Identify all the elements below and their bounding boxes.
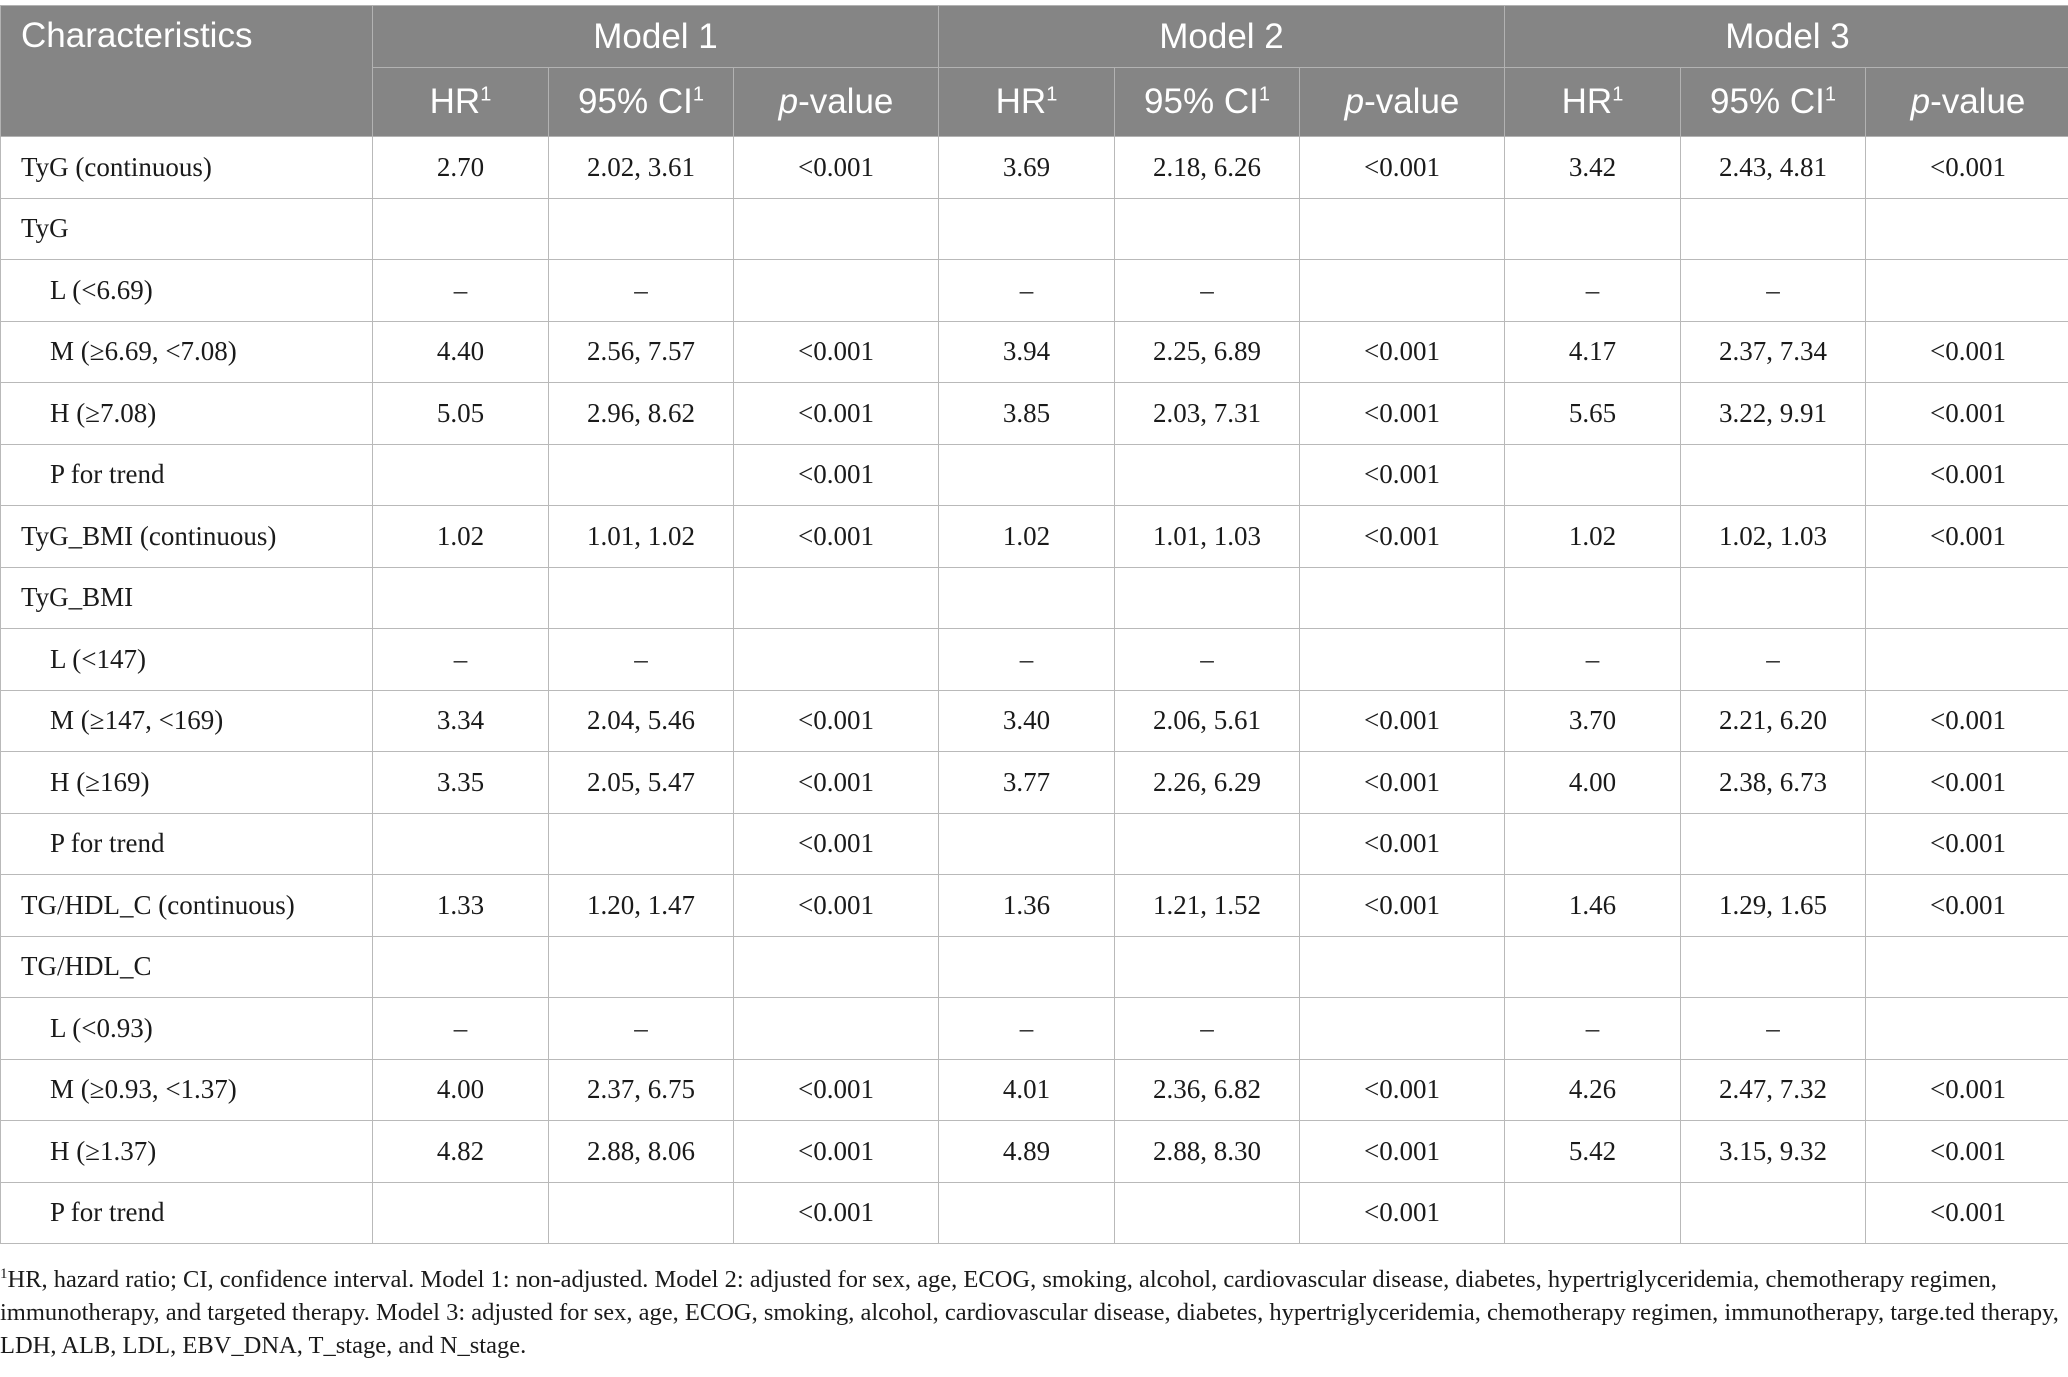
table-row [1,936,2068,998]
model-3-ci-cell [1681,567,1866,629]
model-2-hr-cell: 3.94 [939,321,1115,383]
row-label: P for trend [1,813,373,875]
table-row [1,321,2068,383]
table-row [1,1059,2068,1121]
model-2-p-value-cell: <0.001 [1300,813,1505,875]
model-1-p-value-cell [734,567,939,629]
model-1-hr-cell: 3.35 [373,752,549,814]
model-2-hr-cell: 4.89 [939,1121,1115,1183]
model-2-hr-cell: 4.01 [939,1059,1115,1121]
model-1-p-value-cell [734,998,939,1060]
model-3-p-value-cell: <0.001 [1866,506,2068,568]
model-3-hr-cell [1505,444,1681,506]
model-3-ci-cell: 1.29, 1.65 [1681,875,1866,937]
model-3-p-value-cell [1866,198,2068,260]
model-1-ci-cell: 2.88, 8.06 [549,1121,734,1183]
table-row [1,752,2068,814]
header-text: -value [1930,82,2026,121]
model-1-p-value-cell: <0.001 [734,137,939,199]
model-2-p-value-cell: <0.001 [1300,690,1505,752]
model-2-p-value-header [1300,68,1505,137]
model-3-p-value-cell: <0.001 [1866,321,2068,383]
footnote-ref: 1 [1258,83,1270,106]
model-3-ci-cell: 3.15, 9.32 [1681,1121,1866,1183]
table-row [1,383,2068,445]
model-3-ci-cell: 3.22, 9.91 [1681,383,1866,445]
model-3-p-value-cell: <0.001 [1866,875,2068,937]
model-2-p-value-cell: <0.001 [1300,875,1505,937]
model-1-hr-cell [373,936,549,998]
model-3-p-value-cell [1866,260,2068,322]
table-row [1,813,2068,875]
model-3-hr-cell [1505,936,1681,998]
model-2-p-value-cell [1300,629,1505,691]
model-3-hr-cell [1505,567,1681,629]
model-2-p-value-cell [1300,260,1505,322]
model-2-hr-cell [939,567,1115,629]
model-3-p-value-cell: <0.001 [1866,1059,2068,1121]
model-1-ci-cell: 1.01, 1.02 [549,506,734,568]
model-3-ci-cell: 1.02, 1.03 [1681,506,1866,568]
table-row [1,444,2068,506]
table-row [1,506,2068,568]
characteristics-header: Characteristics [1,6,373,137]
row-label: TyG (continuous) [1,137,373,199]
model-2-hr-cell: 3.85 [939,383,1115,445]
model-2-hr-cell: – [939,260,1115,322]
model-3-p-value-cell: <0.001 [1866,444,2068,506]
model-1-p-value-cell: <0.001 [734,875,939,937]
model-2-p-value-cell: <0.001 [1300,1059,1505,1121]
model-1-ci-header [549,68,734,137]
model-3-hr-cell: – [1505,998,1681,1060]
model-2-p-value-cell [1300,936,1505,998]
model-1-ci-cell: 2.05, 5.47 [549,752,734,814]
row-label: TG/HDL_C [1,936,373,998]
footnote-ref: 1 [692,83,704,106]
model-1-ci-cell: – [549,629,734,691]
model-3-ci-cell [1681,444,1866,506]
model-1-hr-cell [373,444,549,506]
model-1-hr-cell: – [373,998,549,1060]
model-1-hr-cell: 4.00 [373,1059,549,1121]
model-2-p-value-cell [1300,998,1505,1060]
model-2-ci-header [1115,68,1300,137]
model-3-p-value-cell [1866,998,2068,1060]
row-label: M (≥0.93, <1.37) [1,1059,373,1121]
model-2-hr-cell: 3.40 [939,690,1115,752]
model-1-ci-cell: 2.04, 5.46 [549,690,734,752]
table-row [1,998,2068,1060]
model-1-header: Model 1 [373,6,939,68]
row-label: L (<0.93) [1,998,373,1060]
model-1-ci-cell: 2.37, 6.75 [549,1059,734,1121]
model-1-hr-cell: 1.02 [373,506,549,568]
model-1-ci-cell: 1.20, 1.47 [549,875,734,937]
footnote-marker: 1 [0,1265,8,1282]
hazard-ratio-table [0,5,2068,1244]
model-3-p-value-cell: <0.001 [1866,1182,2068,1244]
table-footnote [0,1263,2060,1362]
model-2-ci-cell: 2.18, 6.26 [1115,137,1300,199]
model-2-hr-cell: 3.77 [939,752,1115,814]
row-label: H (≥7.08) [1,383,373,445]
table-row [1,1121,2068,1183]
model-3-p-value-cell [1866,567,2068,629]
model-2-hr-cell: 1.02 [939,506,1115,568]
model-2-hr-cell [939,1182,1115,1244]
header-text: 95% CI [578,82,693,121]
model-2-ci-cell: 2.88, 8.30 [1115,1121,1300,1183]
row-label: L (<147) [1,629,373,691]
header-text: p [1344,82,1365,121]
header-text: 95% CI [1710,82,1825,121]
model-2-ci-cell: – [1115,629,1300,691]
table-row [1,875,2068,937]
model-3-ci-cell: – [1681,260,1866,322]
model-1-p-value-cell: <0.001 [734,1121,939,1183]
model-1-p-value-cell [734,198,939,260]
header-text: p [1910,82,1931,121]
header-row-models [1,6,2068,68]
footnote-ref: 1 [1612,83,1624,106]
model-1-hr-cell: 2.70 [373,137,549,199]
model-3-p-value-header [1866,68,2068,137]
table-header [1,6,2068,137]
model-3-ci-cell: 2.43, 4.81 [1681,137,1866,199]
row-label: P for trend [1,444,373,506]
model-3-hr-header [1505,68,1681,137]
model-3-hr-cell: 1.46 [1505,875,1681,937]
model-2-p-value-cell: <0.001 [1300,444,1505,506]
model-3-p-value-cell: <0.001 [1866,690,2068,752]
model-3-p-value-cell [1866,629,2068,691]
table-row [1,567,2068,629]
footnote-text: HR, hazard ratio; CI, confidence interval. Model 1: non-adjusted. Model 2: adjusted for sex, age, ECOG, smoking, alcohol, cardiovascular disease, diabetes, hypertriglyceridemia, chemotherapy regimen, immunotherapy, and targeted therapy. Model 3: adjusted for sex, age, ECOG, smoking, alcohol, cardiovascular disease, diabetes, hypertriglyceridemia, chemotherapy regimen, immunotherapy, targe.ted therapy, LDH, ALB, LDL, EBV_DNA, T_stage, and N_stage. [0,1266,2059,1359]
model-3-ci-cell [1681,936,1866,998]
row-label: L (<6.69) [1,260,373,322]
model-2-hr-cell: 1.36 [939,875,1115,937]
row-label: TG/HDL_C (continuous) [1,875,373,937]
header-text: HR [995,82,1047,121]
table-row [1,1182,2068,1244]
model-3-p-value-cell: <0.001 [1866,137,2068,199]
model-2-ci-cell: – [1115,998,1300,1060]
footnote-ref: 1 [1824,83,1836,106]
model-3-p-value-cell: <0.001 [1866,383,2068,445]
model-3-ci-cell: – [1681,998,1866,1060]
model-2-p-value-cell: <0.001 [1300,506,1505,568]
model-3-p-value-cell: <0.001 [1866,813,2068,875]
header-text: 95% CI [1144,82,1259,121]
model-1-p-value-cell: <0.001 [734,752,939,814]
model-2-p-value-cell [1300,198,1505,260]
model-1-p-value-cell: <0.001 [734,1059,939,1121]
model-1-hr-cell [373,567,549,629]
model-3-hr-cell: 3.70 [1505,690,1681,752]
model-1-p-value-cell: <0.001 [734,321,939,383]
model-2-p-value-cell: <0.001 [1300,1121,1505,1183]
model-1-hr-cell: 4.82 [373,1121,549,1183]
model-1-p-value-cell: <0.001 [734,690,939,752]
model-1-p-value-cell [734,936,939,998]
model-1-hr-cell [373,813,549,875]
model-3-ci-cell [1681,813,1866,875]
model-2-hr-cell [939,813,1115,875]
table-row [1,137,2068,199]
model-3-header: Model 3 [1505,6,2068,68]
row-label: H (≥169) [1,752,373,814]
model-3-hr-cell [1505,1182,1681,1244]
model-3-ci-cell: 2.37, 7.34 [1681,321,1866,383]
model-2-hr-cell: – [939,998,1115,1060]
model-1-p-value-cell [734,260,939,322]
model-3-hr-cell [1505,198,1681,260]
row-label: P for trend [1,1182,373,1244]
model-3-hr-cell: 3.42 [1505,137,1681,199]
row-label: M (≥6.69, <7.08) [1,321,373,383]
header-text: p [778,82,799,121]
row-label: M (≥147, <169) [1,690,373,752]
table-row [1,690,2068,752]
model-3-hr-cell: 4.26 [1505,1059,1681,1121]
model-3-ci-cell: 2.38, 6.73 [1681,752,1866,814]
model-1-ci-cell [549,444,734,506]
model-3-ci-cell [1681,198,1866,260]
model-1-hr-cell: 3.34 [373,690,549,752]
row-label: TyG_BMI [1,567,373,629]
model-1-ci-cell: 2.02, 3.61 [549,137,734,199]
model-2-ci-cell [1115,813,1300,875]
header-text: HR [429,82,481,121]
model-2-hr-cell [939,198,1115,260]
header-text: -value [798,82,894,121]
model-2-ci-cell: 2.36, 6.82 [1115,1059,1300,1121]
table-body [1,137,2068,1244]
model-1-p-value-cell: <0.001 [734,1182,939,1244]
model-2-p-value-cell: <0.001 [1300,752,1505,814]
model-3-ci-cell: 2.47, 7.32 [1681,1059,1866,1121]
model-3-hr-cell: 5.65 [1505,383,1681,445]
model-1-p-value-cell: <0.001 [734,813,939,875]
footnote-ref: 1 [480,83,492,106]
model-2-ci-cell: 2.25, 6.89 [1115,321,1300,383]
table-row [1,629,2068,691]
model-2-header: Model 2 [939,6,1505,68]
model-1-hr-cell: 5.05 [373,383,549,445]
model-3-hr-cell: – [1505,629,1681,691]
model-2-hr-cell: – [939,629,1115,691]
model-1-p-value-cell: <0.001 [734,444,939,506]
model-2-ci-cell [1115,198,1300,260]
model-3-p-value-cell [1866,936,2068,998]
table-row [1,198,2068,260]
row-label: TyG [1,198,373,260]
model-2-p-value-cell: <0.001 [1300,383,1505,445]
header-text: -value [1364,82,1460,121]
footnote-ref: 1 [1046,83,1058,106]
row-label: TyG_BMI (continuous) [1,506,373,568]
model-2-p-value-cell: <0.001 [1300,1182,1505,1244]
model-2-ci-cell: 2.26, 6.29 [1115,752,1300,814]
model-1-hr-header [373,68,549,137]
model-1-ci-cell [549,936,734,998]
model-1-p-value-cell: <0.001 [734,383,939,445]
model-3-p-value-cell: <0.001 [1866,1121,2068,1183]
model-2-p-value-cell [1300,567,1505,629]
model-2-ci-cell: 2.03, 7.31 [1115,383,1300,445]
header-text: HR [1561,82,1613,121]
model-1-ci-cell: – [549,260,734,322]
model-2-ci-cell: – [1115,260,1300,322]
model-3-p-value-cell: <0.001 [1866,752,2068,814]
model-1-hr-cell [373,198,549,260]
model-2-ci-cell [1115,936,1300,998]
model-3-hr-cell: 4.00 [1505,752,1681,814]
model-2-hr-cell [939,936,1115,998]
model-3-hr-cell [1505,813,1681,875]
model-2-hr-header [939,68,1115,137]
model-2-p-value-cell: <0.001 [1300,137,1505,199]
model-1-ci-cell [549,198,734,260]
model-3-hr-cell: 5.42 [1505,1121,1681,1183]
model-1-ci-cell [549,813,734,875]
table-row [1,260,2068,322]
model-3-hr-cell: – [1505,260,1681,322]
model-3-hr-cell: 4.17 [1505,321,1681,383]
row-label: H (≥1.37) [1,1121,373,1183]
model-1-p-value-cell [734,629,939,691]
model-1-hr-cell: – [373,629,549,691]
model-1-hr-cell: 1.33 [373,875,549,937]
model-3-ci-header [1681,68,1866,137]
model-3-hr-cell: 1.02 [1505,506,1681,568]
model-1-hr-cell [373,1182,549,1244]
model-2-hr-cell: 3.69 [939,137,1115,199]
model-1-hr-cell: 4.40 [373,321,549,383]
model-3-ci-cell: – [1681,629,1866,691]
model-2-ci-cell: 1.21, 1.52 [1115,875,1300,937]
model-2-ci-cell: 2.06, 5.61 [1115,690,1300,752]
model-2-ci-cell [1115,444,1300,506]
model-1-p-value-cell: <0.001 [734,506,939,568]
model-1-ci-cell [549,567,734,629]
model-1-ci-cell: 2.96, 8.62 [549,383,734,445]
model-2-hr-cell [939,444,1115,506]
model-2-ci-cell [1115,1182,1300,1244]
model-2-ci-cell [1115,567,1300,629]
model-1-hr-cell: – [373,260,549,322]
model-1-ci-cell: 2.56, 7.57 [549,321,734,383]
model-3-ci-cell [1681,1182,1866,1244]
model-2-ci-cell: 1.01, 1.03 [1115,506,1300,568]
model-2-p-value-cell: <0.001 [1300,321,1505,383]
model-1-ci-cell: – [549,998,734,1060]
model-1-p-value-header [734,68,939,137]
model-3-ci-cell: 2.21, 6.20 [1681,690,1866,752]
model-1-ci-cell [549,1182,734,1244]
